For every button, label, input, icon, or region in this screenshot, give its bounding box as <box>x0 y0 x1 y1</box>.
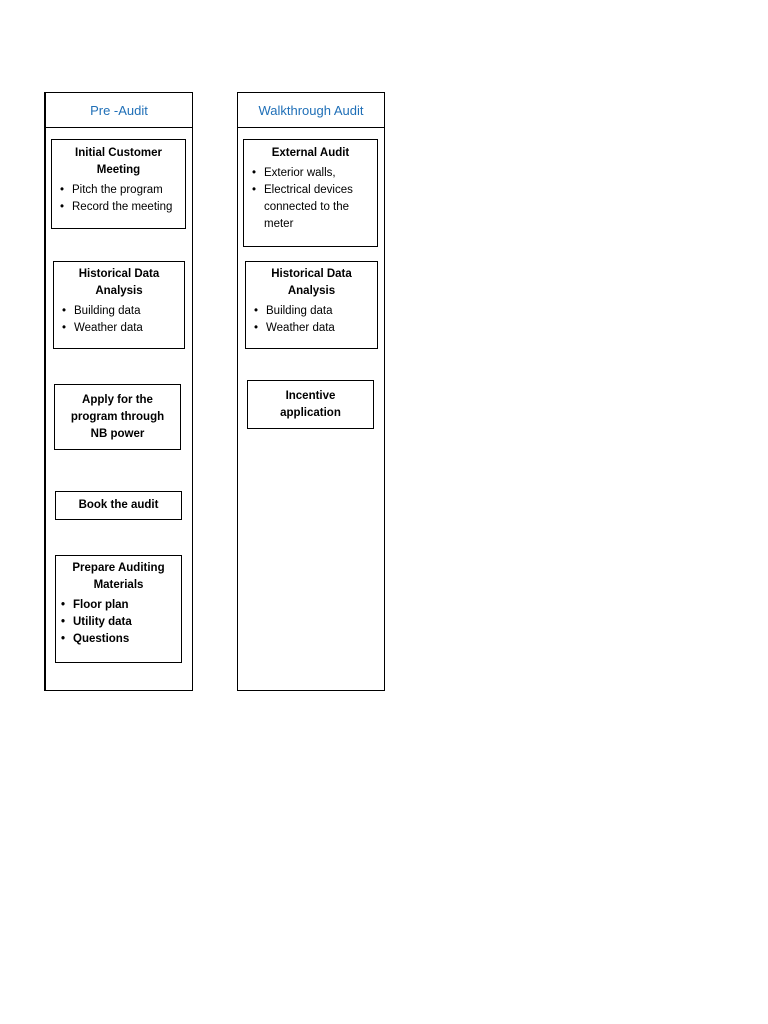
list-item: • Electrical devices connected to the meter <box>250 182 371 233</box>
bullet-list <box>252 303 371 337</box>
bullet-list <box>60 303 178 337</box>
box-title: Historical Data Analysis <box>78 268 160 297</box>
external-audit-box <box>243 139 378 247</box>
list-item: • Questions <box>59 631 178 648</box>
bullet-list <box>59 597 178 648</box>
list-item: • Building data <box>60 303 178 320</box>
walkthrough-audit-header: Walkthrough Audit <box>238 93 384 128</box>
prepare-auditing-materials-box <box>55 555 182 663</box>
list-item: • Building data <box>252 303 371 320</box>
box-title: Incentive application <box>280 389 341 419</box>
apply-program-box <box>54 384 181 450</box>
list-item: • Pitch the program <box>58 182 179 199</box>
list-item: • Floor plan <box>59 597 178 614</box>
box-title: Apply for the program through NB power <box>70 393 165 440</box>
initial-customer-meeting-box <box>51 139 186 229</box>
list-item: • Record the meeting <box>58 199 179 216</box>
box-title: Book the audit <box>78 499 159 511</box>
historical-data-analysis-box <box>245 261 378 349</box>
incentive-application-box <box>247 380 374 429</box>
box-title: Initial Customer Meeting <box>75 147 162 176</box>
box-title: Prepare Auditing Materials <box>72 562 165 591</box>
box-title: External Audit <box>271 147 350 159</box>
box-title: Historical Data Analysis <box>271 268 352 297</box>
list-item: • Utility data <box>59 614 178 631</box>
list-item: • Weather data <box>252 320 371 337</box>
bullet-list <box>58 182 179 216</box>
bullet-list <box>250 165 371 233</box>
pre-audit-header: Pre -Audit <box>46 93 192 128</box>
list-item: • Weather data <box>60 320 178 337</box>
book-audit-box <box>55 491 182 520</box>
historical-data-analysis-box <box>53 261 185 349</box>
list-item: • Exterior walls, <box>250 165 371 182</box>
